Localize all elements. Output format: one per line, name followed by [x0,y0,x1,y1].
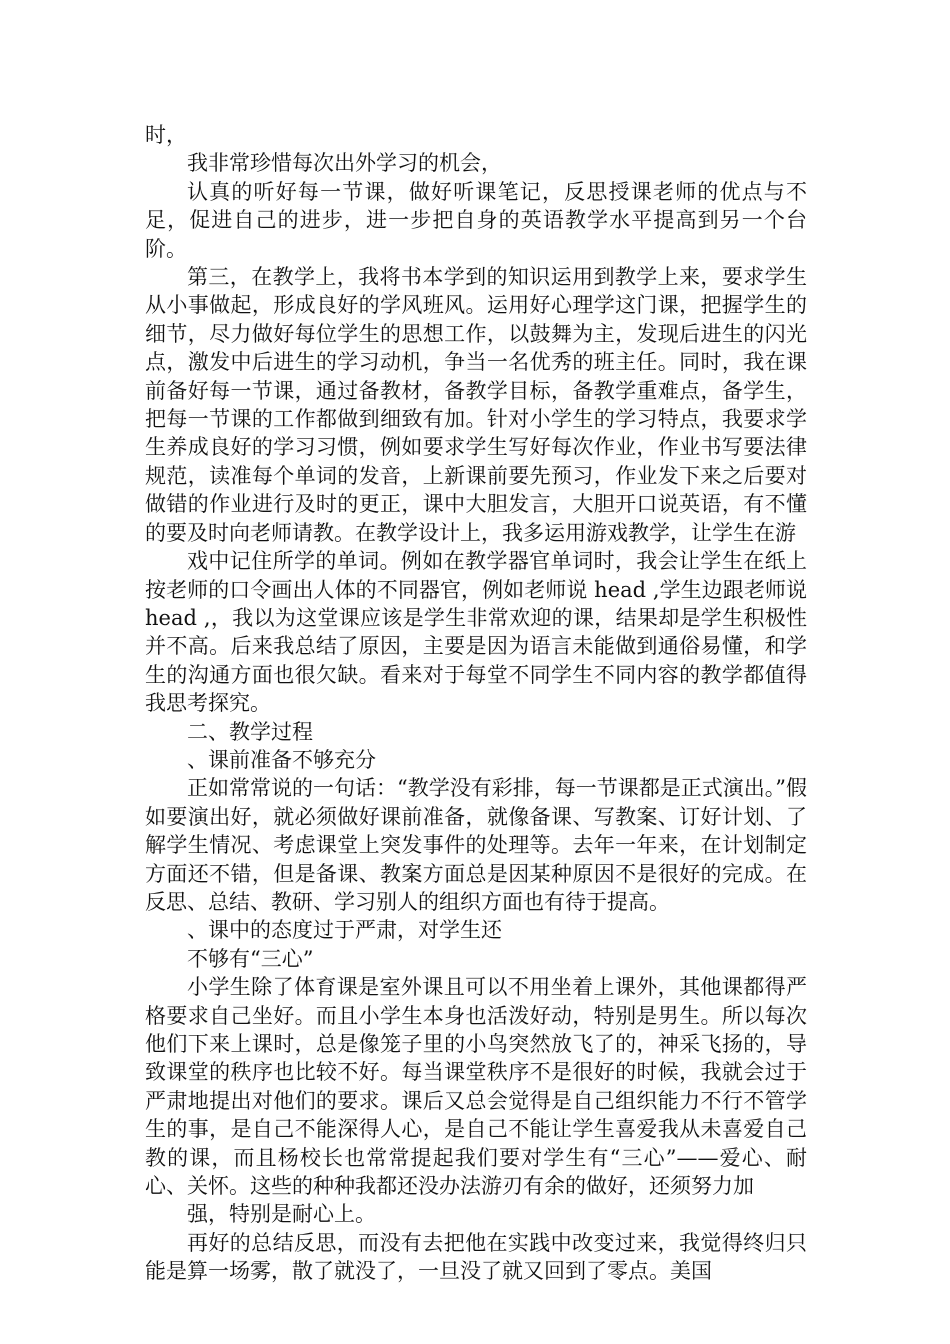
paragraph: 时， [145,123,187,147]
subsection-heading-continued: 不够有“三心” [187,946,314,971]
paragraph: 我非常珍惜每次出外学习的机会， [187,151,502,176]
paragraph: 强，特别是耐心上。 [187,1202,376,1227]
paragraph: 小学生除了体育课是室外课且可以不用坐着上课外，其他课都得严格要求自己坐好。而且小学生本身也活泼好动，特别是男生。所以每次他们下来上课时，总是像笼子里的小鸟突然放飞了的，神采飞扬的，导致课堂的秩序也比较不好。每当课堂秩序不是很好的时候，我就会过于严肃地提出对他们的要求。课后又总会觉得是自己组织能力不行不管学生的事，是自己不能深得人心，是自己不能让学生喜爱我从未喜爱自己教的课，而且杨校长也常常提起我们要对学生有“三心”——爱心、耐心、关怀。这些的种种我都还没办法游刃有余的做好，还须努力加 [145,975,807,1199]
paragraph: 戏中记住所学的单词。例如在教学器官单词时，我会让学生在纸上按老师的口令画出人体的不同器官，例如老师说 head ,学生边跟老师说 head ,，我以为这堂课应该是学生非常欢迎的课，结果却是学生积极性并不高。后来我总结了原因，主要是因为语言未能做到通俗易懂，和学生的沟通方面也很欠缺。看来对于每堂不同学生不同内容的教学都值得我思考探究。 [145,549,807,716]
document-body [145,121,807,1286]
paragraph: 正如常常说的一句话：“教学没有彩排，每一节课都是正式演出。”假如要演出好，就必须做好课前准备，就像备课、写教案、订好计划、了解学生情况、考虑课堂上突发事件的处理等。去年一年来，在计划制定方面还不错，但是备课、教案方面总是因某种原因不是很好的完成。在反思、总结、教研、学习别人的组织方面也有待于提高。 [145,776,807,914]
paragraph: 再好的总结反思，而没有去把他在实践中改变过来，我觉得终归只能是算一场雾，散了就没了，一旦没了就又回到了零点。美国 [145,1230,807,1284]
subsection-heading: 、课前准备不够充分 [187,747,376,772]
section-heading: 二、教学过程 [187,719,313,744]
subsection-heading: 、课中的态度过于严肃，对学生还 [187,918,502,943]
paragraph: 认真的听好每一节课，做好听课笔记，反思授课老师的优点与不足，促进自己的进步，进一步把自身的英语教学水平提高到另一个台阶。 [145,179,807,261]
paragraph: 第三，在教学上，我将书本学到的知识运用到教学上来，要求学生从小事做起，形成良好的学风班风。运用好心理学这门课，把握学生的细节，尽力做好每位学生的思想工作，以鼓舞为主，发现后进生的闪光点，激发中后进生的学习动机，争当一名优秀的班主任。同时，我在课前备好每一节课，通过备教材，备教学目标，备教学重难点，备学生，把每一节课的工作都做到细致有加。针对小学生的学习特点，我要求学生养成良好的学习习惯，例如要求学生写好每次作业，作业书写要法律规范，读准每个单词的发音，上新课前要先预习，作业发下来之后要对做错的作业进行及时的更正，课中大胆发言，大胆开口说英语，有不懂的要及时向老师请教。在教学设计上，我多运用游戏教学，让学生在游 [145,265,807,545]
